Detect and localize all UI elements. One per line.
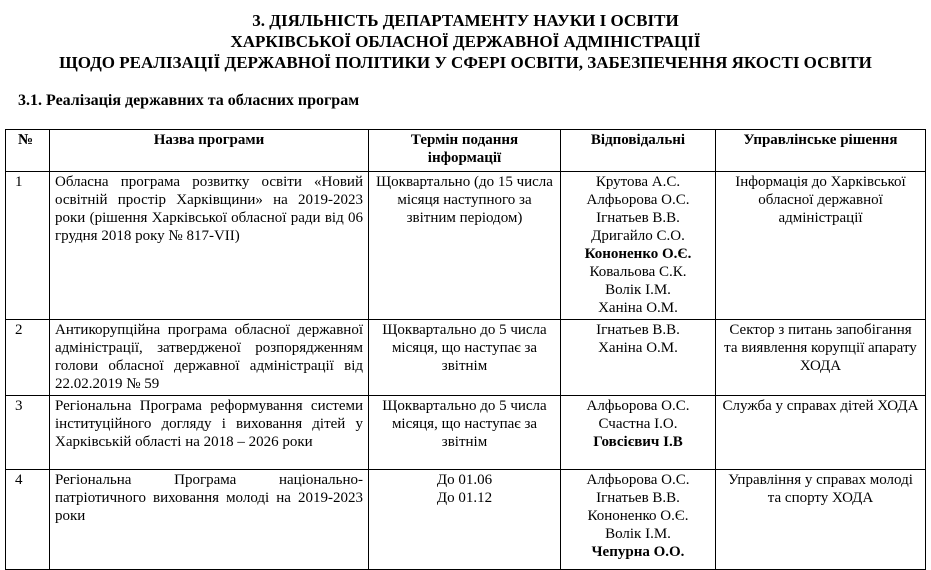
program-decision: Інформація до Харківської обласної державної адміністрації bbox=[716, 172, 926, 320]
program-responsible bbox=[561, 470, 716, 570]
responsible-person: Ханіна О.М. bbox=[598, 300, 678, 316]
responsible-person: Ігнатьев В.В. bbox=[596, 322, 680, 338]
program-name: Регіональна Програма національно-патріотичного виховання молоді на 2019-2023 роки bbox=[50, 470, 369, 570]
responsible-person: Волік І.М. bbox=[605, 282, 671, 298]
title-line-2: ХАРКІВСЬКОЇ ОБЛАСНОЇ ДЕРЖАВНОЇ АДМІНІСТРАЦІЇ bbox=[230, 32, 701, 51]
header-term-text: Термін подання інформації bbox=[410, 132, 519, 166]
row-no: 1 bbox=[6, 172, 50, 320]
title-line-1: 3. ДІЯЛЬНІСТЬ ДЕПАРТАМЕНТУ НАУКИ І ОСВІТИ bbox=[252, 11, 679, 30]
program-decision: Управління у справах молоді та спорту ХОДА bbox=[716, 470, 926, 570]
responsible-person: Кононенко О.Є. bbox=[584, 246, 692, 262]
section-title: 3.1. Реалізація державних та обласних програм bbox=[18, 92, 360, 109]
programs-table bbox=[5, 129, 926, 570]
row-no: 3 bbox=[6, 396, 50, 470]
responsible-person: Ханіна О.М. bbox=[598, 340, 678, 356]
program-term bbox=[369, 470, 561, 570]
header-responsible: Відповідальні bbox=[561, 130, 716, 172]
header-decision: Управлінське рішення bbox=[716, 130, 926, 172]
responsible-person: Алфьорова О.С. bbox=[586, 472, 690, 488]
program-name: Антикорупційна програма обласної державної адміністрації, затвердженої розпорядженням голови обласної державної адміністрації від 22.02.2019 № 59 bbox=[50, 320, 369, 396]
program-term: Щоквартально (до 15 числа місяця наступного за звітним періодом) bbox=[369, 172, 561, 320]
program-decision: Служба у справах дітей ХОДА bbox=[716, 396, 926, 470]
responsible-person: Ковальова С.К. bbox=[589, 264, 687, 280]
responsible-person: Дригайло С.О. bbox=[591, 228, 685, 244]
row-no: 4 bbox=[6, 470, 50, 570]
program-name: Обласна програма розвитку освіти «Новий освітній простір Харківщини» на 2019-2023 роки (рішення Харківської обласної ради від 06 грудня 2018 року № 817-VII) bbox=[50, 172, 369, 320]
table-row bbox=[6, 172, 926, 320]
responsible-person: Ігнатьев В.В. bbox=[596, 210, 680, 226]
responsible-person: Кононенко О.Є. bbox=[587, 508, 689, 524]
responsible-person: Волік І.М. bbox=[605, 526, 671, 542]
term-line: До 01.12 bbox=[436, 490, 493, 506]
responsible-person: Алфьорова О.С. bbox=[586, 192, 690, 208]
table-header-row bbox=[6, 130, 926, 172]
program-term: Щоквартально до 5 числа місяця, що наступає за звітнім bbox=[369, 320, 561, 396]
title-line-3: ЩОДО РЕАЛІЗАЦІЇ ДЕРЖАВНОЇ ПОЛІТИКИ У СФЕРІ ОСВІТИ, ЗАБЕЗПЕЧЕННЯ ЯКОСТІ ОСВІТИ bbox=[59, 53, 872, 72]
responsible-person: Алфьорова О.С. bbox=[586, 398, 690, 414]
responsible-person: Чепурна О.О. bbox=[591, 544, 685, 560]
program-responsible bbox=[561, 396, 716, 470]
responsible-person: Счастна І.О. bbox=[598, 416, 678, 432]
responsible-person: Крутова А.С. bbox=[595, 174, 681, 190]
header-name: Назва програми bbox=[50, 130, 369, 172]
term-line: До 01.06 bbox=[436, 472, 493, 488]
responsible-person: Ігнатьев В.В. bbox=[596, 490, 680, 506]
responsible-person: Говсієвич І.В bbox=[593, 434, 683, 450]
page-title bbox=[0, 10, 931, 73]
header-no: № bbox=[6, 130, 50, 172]
header-term bbox=[369, 130, 561, 172]
row-no: 2 bbox=[6, 320, 50, 396]
program-decision: Сектор з питань запобігання та виявлення корупції апарату ХОДА bbox=[716, 320, 926, 396]
table-row bbox=[6, 396, 926, 470]
table-row bbox=[6, 470, 926, 570]
table-row bbox=[6, 320, 926, 396]
program-responsible bbox=[561, 172, 716, 320]
program-term: Щоквартально до 5 числа місяця, що наступає за звітнім bbox=[369, 396, 561, 470]
program-responsible bbox=[561, 320, 716, 396]
program-name: Регіональна Програма реформування системи інституційного догляду і виховання дітей у Харківській області на 2018 – 2026 роки bbox=[50, 396, 369, 470]
